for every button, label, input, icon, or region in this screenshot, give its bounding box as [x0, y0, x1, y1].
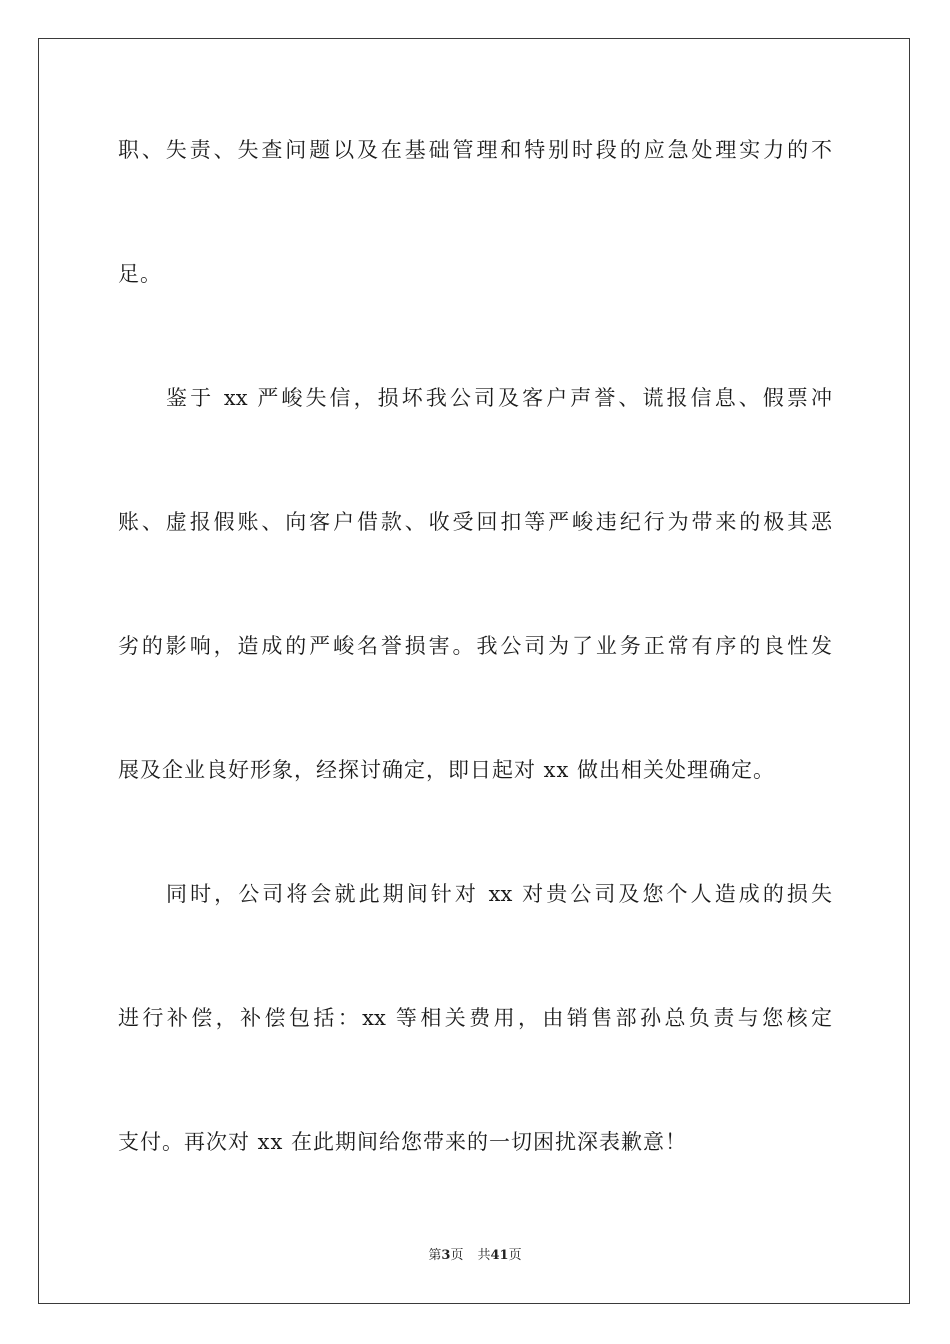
body-line-6: 展及企业良好形象，经探讨确定，即日起对 xx 做出相关处理确定。: [118, 758, 776, 782]
total-prefix: 共: [477, 1248, 491, 1263]
page-prefix: 第: [428, 1248, 442, 1263]
body-line-3: 鉴于 xx 严峻失信，损坏我公司及客户声誉、谎报信息、假票冲: [166, 386, 832, 410]
body-line-9: 支付。再次对 xx 在此期间给您带来的一切困扰深表歉意！: [118, 1130, 688, 1154]
body-line-2: 足。: [118, 262, 162, 286]
total-suffix: 页: [508, 1248, 522, 1263]
body-line-7: 同时，公司将会就此期间针对 xx 对贵公司及您个人造成的损失: [166, 882, 832, 906]
total-pages: 41: [490, 1248, 509, 1263]
page-border: [38, 38, 910, 1304]
page-footer: [0, 1248, 950, 1264]
page-suffix: 页: [450, 1248, 464, 1263]
body-line-4: 账、虚报假账、向客户借款、收受回扣等严峻违纪行为带来的极其恶: [118, 510, 832, 534]
body-line-8: 进行补偿，补偿包括：xx 等相关费用，由销售部孙总负责与您核定: [118, 1006, 832, 1030]
body-line-5: 劣的影响，造成的严峻名誉损害。我公司为了业务正常有序的良性发: [118, 634, 832, 658]
body-line-1: 职、失责、失查问题以及在基础管理和特别时段的应急处理实力的不: [118, 138, 832, 162]
page-number: 3: [441, 1248, 451, 1263]
